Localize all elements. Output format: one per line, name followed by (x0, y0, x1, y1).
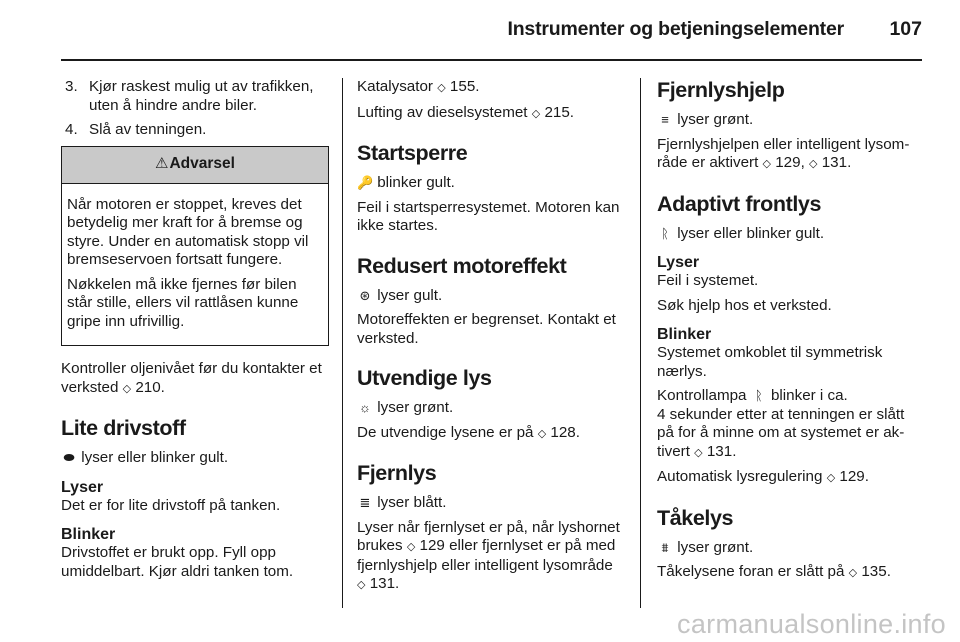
column-3 (657, 78, 925, 589)
page-ref-arrow-icon: ◇ (406, 541, 416, 553)
body-text: Det er for lite drivstoff på tanken. (61, 496, 281, 514)
body-text: Feil i startsperresystemet. Motoren kan ikke startes. (357, 198, 620, 234)
page-ref-arrow-icon: ◇ (694, 446, 703, 459)
status-line: 🔑 blinker gult. (357, 174, 455, 191)
warning-text: Når motoren er stoppet, kreves det betydelig mer kraft for å bremse og styre. Under en automatisk stopp vil bremseservoen fortsatt fungere. (67, 195, 309, 268)
body-text: Kontrollampa ᚱ blinker i ca. (657, 387, 848, 404)
list-item: 4. Slå av tenningen. (65, 121, 207, 138)
sub-heading: Lyser (61, 478, 104, 496)
high-beam-icon: ≣ (359, 495, 371, 510)
reference-line: Lufting av dieselsystemet ◇ 215. (357, 103, 575, 121)
exterior-lights-icon: ☼ (359, 400, 371, 415)
list-item: 3. Kjør raskest mulig ut av trafikken, uten å hindre andre biler. (65, 78, 314, 114)
oil-paragraph: Kontroller oljenivået før du kontakter et verksted ◇ 210. (61, 360, 322, 396)
page-number: 107 (889, 18, 922, 40)
reference-line: Katalysator ◇ 155. (357, 78, 480, 95)
page-ref-arrow-icon: ◇ (809, 158, 818, 170)
adaptive-light-icon: ᚱ (754, 388, 763, 403)
header-rule (61, 59, 922, 61)
column-2 (357, 78, 625, 601)
section-heading: Adaptivt frontlys (657, 191, 822, 216)
page-ref-arrow-icon: ◇ (357, 579, 366, 591)
section-heading: Startsperre (357, 141, 468, 165)
page-ref-arrow-icon: ◇ (762, 158, 771, 170)
status-line: ⬬ lyser eller blinker gult. (61, 449, 329, 468)
header-title: Instrumenter og betjeningselementer (507, 18, 844, 40)
section-heading: Lite drivstoff (61, 416, 186, 440)
watermark: carmanualsonline.info (677, 609, 946, 639)
section-heading: Tåkelys (657, 505, 734, 530)
sub-heading: Lyser (657, 254, 700, 271)
immobiliser-icon: 🔑 (357, 175, 374, 190)
column-divider (342, 78, 343, 608)
body-text: Systemet omkoblet til symmetrisk nærlys. (657, 344, 883, 380)
fog-light-icon: ⩩ (661, 539, 669, 555)
reference-line: De utvendige lysene er på ◇ 128. (357, 423, 580, 441)
body-text: Fjernlyshjelpen eller intelligent lysområde er aktivert ◇ 129, ◇ 131. (657, 135, 910, 171)
body-text: Lyser når fjernlyset er på, når lyshornet brukes ◇ 129 eller fjernlyset er på med fjernlyshjelp eller intelligent lysområde ◇ 131. (357, 518, 620, 592)
column-1 (61, 78, 329, 587)
body-text: Søk hjelp hos et verksted. (657, 296, 832, 314)
page-ref-arrow-icon: ◇ (531, 107, 541, 120)
sub-heading: Blinker (61, 526, 116, 543)
status-line: ᚱ lyser eller blinker gult. (657, 225, 925, 244)
warning-body (62, 184, 328, 346)
status-line: ⩩ lyser grønt. (657, 539, 925, 558)
sub-heading: Blinker (657, 326, 712, 343)
section-heading: Redusert motoreffekt (357, 253, 567, 278)
page-ref-arrow-icon: ◇ (537, 427, 547, 440)
status-line: ⊛ lyser gult. (357, 287, 625, 306)
body-text: Feil i systemet. (657, 272, 759, 289)
page-ref-arrow-icon: ◇ (122, 382, 132, 395)
reference-line: Automatisk lysregulering ◇ 129. (657, 468, 869, 485)
high-beam-assist-icon: ≡ (661, 112, 669, 127)
section-heading: Fjernlyshjelp (657, 78, 785, 102)
warning-header (62, 147, 328, 184)
adaptive-light-icon: ᚱ (661, 225, 669, 241)
status-line: ≣ lyser blått. (357, 494, 625, 513)
page-ref-arrow-icon: ◇ (826, 472, 836, 484)
fuel-pump-icon: ⬬ (63, 450, 75, 465)
status-line: ≡ lyser grønt. (657, 111, 925, 130)
section-heading: Utvendige lys (357, 366, 492, 390)
page-ref-arrow-icon: ◇ (848, 567, 858, 579)
section-heading: Fjernlys (357, 461, 437, 485)
warning-title: Advarsel (169, 155, 235, 173)
status-line: ☼ lyser grønt. (357, 399, 625, 418)
reduced-power-icon: ⊛ (359, 287, 371, 303)
warning-text: Nøkkelen må ikke fjernes før bilen står stille, ellers vil rattlåsen kunne gripe inn ufrivillig. (67, 275, 299, 330)
body-text: 4 sekunder etter at tenningen er slått på for å minne om at systemet er aktivert ◇ 131. (657, 405, 905, 460)
warning-box (61, 146, 329, 347)
body-text: Drivstoffet er brukt opp. Fyll opp umiddelbart. Kjør aldri tanken tom. (61, 544, 294, 580)
page-ref-arrow-icon: ◇ (437, 82, 446, 94)
column-divider (640, 78, 641, 608)
body-text: Motoreffekten er begrenset. Kontakt et verksted. (357, 311, 616, 347)
warning-triangle-icon: ⚠ (155, 155, 169, 173)
page-header (0, 0, 960, 62)
reference-line: Tåkelysene foran er slått på ◇ 135. (657, 563, 891, 580)
